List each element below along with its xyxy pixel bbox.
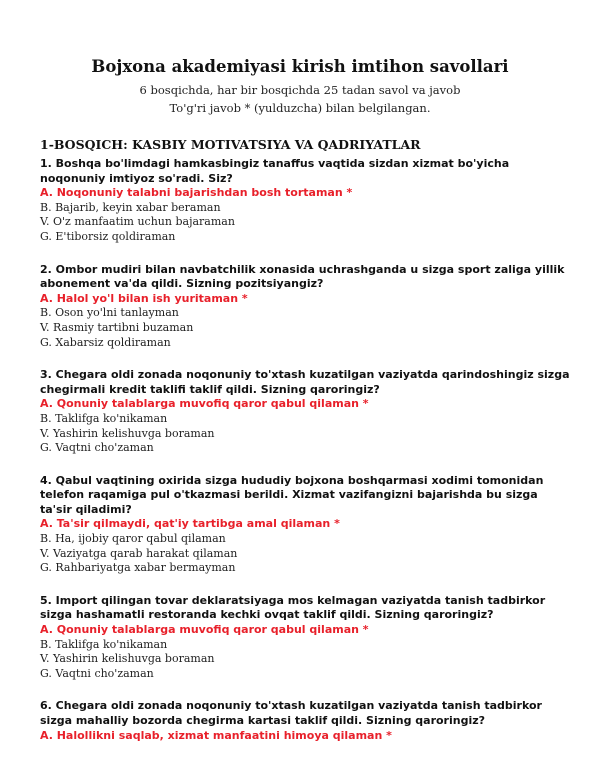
correct-answer-option: A. Ta'sir qilmaydi, qat'iy tartibga amal qilaman * bbox=[40, 517, 340, 531]
question-text: 2. Ombor mudiri bilan navbatchilik xonasida uchrashganda u sizga sport zaliga yillik abonement va'da qildi. Sizning pozitsiyangiz? bbox=[40, 262, 565, 291]
correct-answer-option: A. Halol yo'l bilan ish yuritaman * bbox=[40, 291, 248, 305]
answer-option: G. Vaqtni cho'zaman bbox=[40, 441, 154, 455]
answer-option: B. Oson yo'lni tanlayman bbox=[40, 306, 179, 320]
answer-key-note: To'g'ri javob * (yulduzcha) bilan belgilangan. bbox=[169, 101, 431, 115]
answer-option: G. Vaqtni cho'zaman bbox=[40, 666, 154, 680]
question-block bbox=[40, 594, 570, 682]
document-title: Bojxona akademiyasi kirish imtihon savollari bbox=[91, 57, 509, 76]
answer-option: G. Xabarsiz qoldiraman bbox=[40, 335, 171, 349]
question-list bbox=[40, 157, 570, 761]
question-text: 4. Qabul vaqtining oxirida sizga hududiy bojxona boshqarmasi xodimi tomonidan telefon raqamiga pul o'tkazmasi berildi. Xizmat vazifangizni bajarishda bu sizga ta'sir qiladimi? bbox=[40, 473, 544, 516]
answer-option: V. Yashirin kelishuvga boraman bbox=[40, 652, 215, 666]
section-title: 1-BOSQICH: KASBIY MOTIVATSIYA VA QADRIYATLAR bbox=[40, 137, 421, 152]
question-block bbox=[40, 157, 570, 245]
correct-answer-option: A. Halollikni saqlab, xizmat manfaatini himoya qilaman * bbox=[40, 728, 392, 742]
answer-option: B. Taklifga ko'nikaman bbox=[40, 637, 168, 651]
answer-option: G. E'tiborsiz qoldiraman bbox=[40, 229, 176, 243]
document-subtitle: 6 bosqichda, har bir bosqichda 25 tadan savol va javob bbox=[139, 83, 461, 97]
answer-option: G. Rahbariyatga xabar bermayman bbox=[40, 561, 236, 575]
question-block bbox=[40, 474, 570, 576]
correct-answer-option: A. Noqonuniy talabni bajarishdan bosh tortaman * bbox=[40, 186, 353, 200]
answer-option: V. Vaziyatga qarab harakat qilaman bbox=[40, 546, 238, 560]
question-text: 3. Chegara oldi zonada noqonuniy to'xtash kuzatilgan vaziyatda qarindoshingiz sizga chegirmali kredit taklifi taklif qildi. Sizning qaroringiz? bbox=[40, 368, 570, 396]
correct-answer-option: A. Qonuniy talablarga muvofiq qaror qabul qilaman * bbox=[40, 397, 369, 411]
answer-option: V. O'z manfaatim uchun bajaraman bbox=[40, 215, 235, 229]
question-text: 1. Boshqa bo'limdagi hamkasbingiz tanaffus vaqtida sizdan xizmat bo'yicha noqonuniy imtiyoz so'radi. Siz? bbox=[40, 157, 510, 185]
question-text: 5. Import qilingan tovar deklaratsiyaga mos kelmagan vaziyatda tanish tadbirkor sizga hashamatli restoranda kechki ovqat taklif qildi. Sizning qaroringiz? bbox=[40, 593, 546, 622]
answer-option: V. Yashirin kelishuvga boraman bbox=[40, 426, 215, 440]
question-block bbox=[40, 368, 570, 456]
answer-option: B. Taklifga ko'nikaman bbox=[40, 411, 168, 425]
answer-option: B. Ha, ijobiy qaror qabul qilaman bbox=[40, 532, 226, 546]
question-text: 6. Chegara oldi zonada noqonuniy to'xtash kuzatilgan vaziyatda tanish tadbirkor sizga mahalliy bozorda chegirma kartasi taklif qildi. Sizning qaroringiz? bbox=[40, 699, 542, 727]
question-block bbox=[40, 699, 570, 743]
answer-option: V. Rasmiy tartibni buzaman bbox=[40, 320, 194, 334]
question-block bbox=[40, 263, 570, 351]
correct-answer-option: A. Qonuniy talablarga muvofiq qaror qabul qilaman * bbox=[40, 623, 369, 637]
answer-option: B. Bajarib, keyin xabar beraman bbox=[40, 200, 221, 214]
